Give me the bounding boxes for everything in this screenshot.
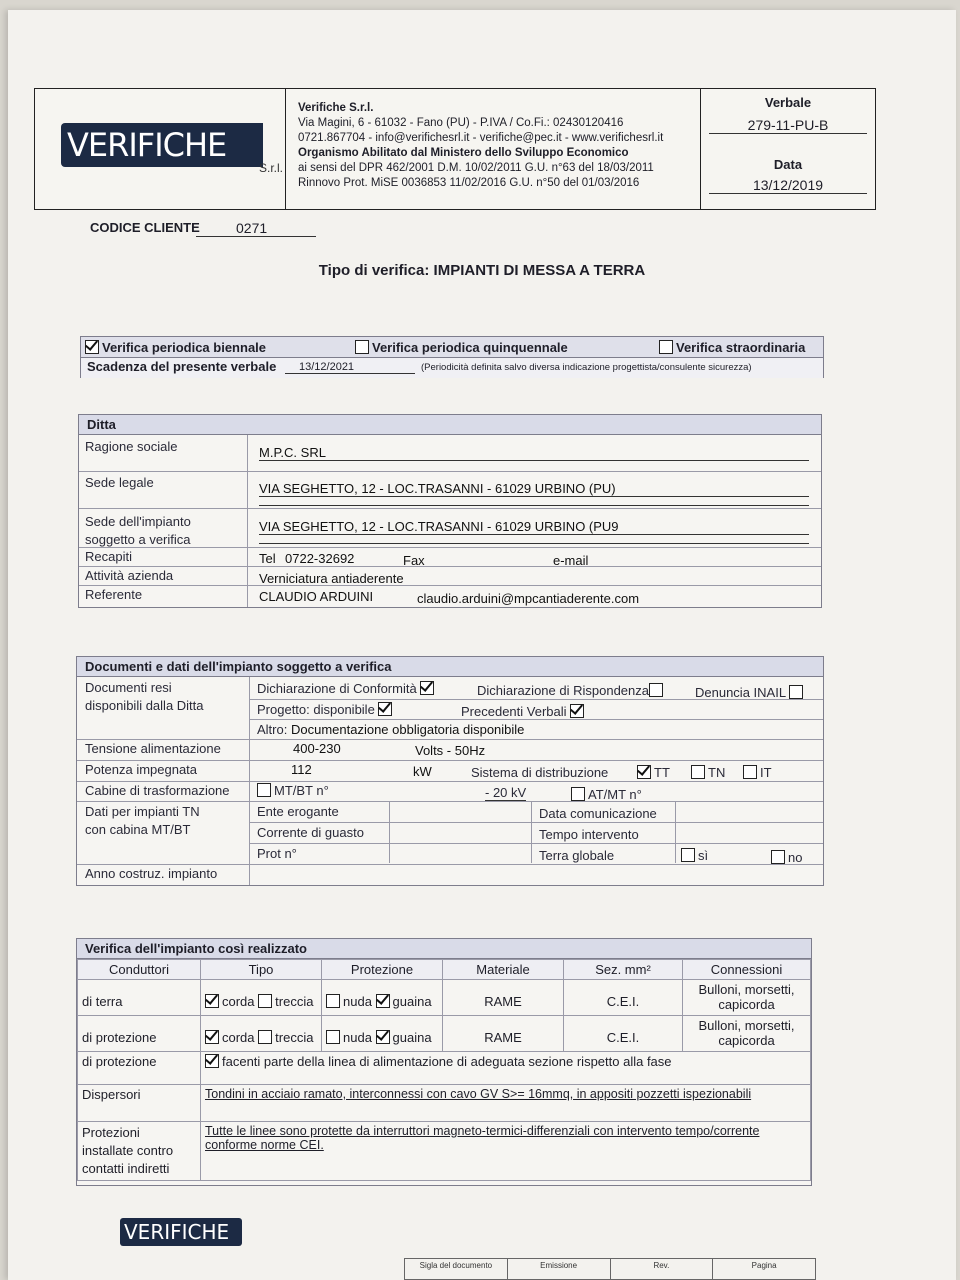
terra-no[interactable]: no [771, 850, 802, 865]
checkbox-checked-icon[interactable] [85, 340, 99, 354]
checkbox-icon[interactable] [691, 765, 705, 779]
protezione-cell: nuda guaina [322, 980, 443, 1016]
sede-value: VIA SEGHETTO, 12 - LOC.TRASANNI - 61029 URBINO (PU) [259, 481, 809, 497]
email-label: e-mail [553, 553, 589, 568]
table-row [78, 1122, 811, 1181]
tel-label: Tel [259, 551, 276, 566]
footer-logo: VERIFICHE [120, 1218, 242, 1246]
table-row [78, 980, 811, 1016]
checkbox-checked-icon[interactable] [570, 704, 584, 718]
verifica-title: Verifica dell'impianto così realizzato [77, 939, 811, 959]
inail-item: Denuncia INAIL [695, 685, 806, 700]
documenti-title: Documenti e dati dell'impianto soggetto a verifica [77, 657, 823, 677]
referente-email: claudio.arduini@mpcantiaderente.com [417, 591, 640, 606]
table-header: Protezione [322, 960, 443, 980]
tipo-verifica-title: Tipo di verifica: IMPIANTI DI MESSA A TERRA [318, 262, 646, 279]
terra-si[interactable]: sì [681, 848, 708, 863]
rinnovo-text: Rinnovo Prot. MiSE 0036853 11/02/2016 G.U. n°50 del 01/03/2016 [298, 177, 640, 189]
table-row [78, 1085, 811, 1122]
footer-col: Pagina [751, 1261, 777, 1270]
ente-label: Ente erogante [257, 804, 339, 819]
potenza-unit: kW [413, 764, 432, 779]
organismo-text: Organismo Abilitato dal Ministero dello Sviluppo Economico [298, 147, 629, 159]
atmt-item[interactable]: AT/MT n° [571, 787, 642, 802]
ditta-title: Ditta [79, 415, 821, 435]
footer-table [404, 1258, 816, 1280]
attivita-value: Verniciatura antiaderente [259, 571, 404, 586]
prot-label: Prot n° [257, 846, 297, 861]
table-header: Tipo [201, 960, 322, 980]
kv-value: - 20 kV [485, 785, 527, 800]
ragione-label: Ragione sociale [85, 439, 178, 454]
rispondenza-item: Dichiarazione di Rispondenza [477, 683, 666, 698]
document-header [34, 88, 876, 210]
conformita-item: Dichiarazione di Conformità [257, 681, 437, 696]
option-straordinaria[interactable]: Verifica straordinaria [659, 340, 805, 355]
data-comunicazione-label: Data comunicazione [539, 806, 657, 821]
sistema-tt[interactable]: TT [637, 765, 670, 780]
codice-cliente-value: 0271 [196, 220, 316, 237]
progetto-item: Progetto: disponibile [257, 702, 395, 717]
checkbox-icon[interactable] [326, 994, 340, 1008]
altro-item: Altro: Documentazione obbligatoria disponibile [257, 722, 525, 737]
verifica-section [76, 938, 812, 1186]
checkbox-icon[interactable] [681, 848, 695, 862]
terra-label: Terra globale [539, 848, 615, 863]
company-logo: VERIFICHE [61, 123, 263, 167]
referente-label: Referente [85, 587, 143, 602]
checkbox-icon[interactable] [258, 1030, 272, 1044]
checkbox-icon[interactable] [571, 787, 585, 801]
corrente-label: Corrente di guasto [257, 825, 364, 840]
protezione-cell: nuda guaina [322, 1016, 443, 1052]
option-quinquennale[interactable]: Verifica periodica quinquennale [355, 340, 568, 355]
checkbox-icon[interactable] [355, 340, 369, 354]
ragione-value: M.P.C. SRL [259, 445, 809, 461]
conduttori-table [77, 959, 811, 1181]
logo-suffix: S.r.l. [259, 161, 284, 175]
materiale-cell: RAME [443, 1016, 564, 1052]
table-header: Materiale [443, 960, 564, 980]
table-header: Connessioni [683, 960, 811, 980]
sistema-it[interactable]: IT [743, 765, 772, 780]
checkbox-icon[interactable] [326, 1030, 340, 1044]
potenza-label: Potenza impegnata [85, 762, 198, 777]
checkbox-icon[interactable] [257, 783, 271, 797]
connessioni-cell: Bulloni, morsetti, capicorda [683, 980, 811, 1016]
table-header-row [78, 960, 811, 980]
referente-name: CLAUDIO ARDUINI [259, 589, 374, 604]
checkbox-checked-icon[interactable] [205, 994, 219, 1008]
tel-value: 0722-32692 [285, 551, 355, 566]
checkbox-checked-icon[interactable] [205, 1030, 219, 1044]
checkbox-checked-icon[interactable] [376, 1030, 390, 1044]
table-header: Conduttori [78, 960, 201, 980]
protezioni-label: Protezioni installate contro contatti indiretti [78, 1122, 201, 1181]
document-page [8, 10, 956, 1280]
checkbox-icon[interactable] [659, 340, 673, 354]
precedenti-item: Precedenti Verbali [461, 704, 587, 719]
data-label: Data [773, 157, 803, 172]
footer-col: Emissione [508, 1259, 611, 1279]
logo-area [35, 89, 286, 209]
checkbox-checked-icon[interactable] [378, 702, 392, 716]
checkbox-icon[interactable] [743, 765, 757, 779]
table-header: Sez. mm² [564, 960, 683, 980]
checkbox-icon[interactable] [258, 994, 272, 1008]
verbale-number: 279-11-PU-B [709, 117, 867, 134]
sistema-tn[interactable]: TN [691, 765, 725, 780]
tipo-cell: corda treccia [201, 980, 322, 1016]
dpr-text: ai sensi del DPR 462/2001 D.M. 10/02/2011 G.U. n°63 del 18/03/2011 [298, 162, 654, 174]
connessioni-cell: Bulloni, morsetti, capicorda [683, 1016, 811, 1052]
documenti-resi-label: Documenti resi disponibili dalla Ditta [85, 680, 204, 713]
recapiti-label: Recapiti [85, 549, 132, 564]
footer-col: Rev. [611, 1259, 714, 1279]
ditta-section [78, 414, 822, 608]
periodicita-note: (Periodicità definita salvo diversa indicazione progettista/consulente sicurezza) [421, 362, 752, 373]
protezioni-text: Tutte le linee sono protette da interruttori magneto-termici-differenziali con intervento tempo/corrente conforme norme CEI. [201, 1122, 811, 1181]
materiale-cell: RAME [443, 980, 564, 1016]
attivita-label: Attività azienda [85, 568, 174, 583]
option-biennale[interactable]: Verifica periodica biennale [85, 340, 266, 355]
protezione-text: facenti parte della linea di alimentazione di adeguata sezione rispetto alla fase [201, 1052, 811, 1085]
impianto-label: Sede dell'impianto soggetto a verifica [85, 514, 191, 547]
company-info [286, 89, 701, 209]
company-name: Verifiche S.r.l. [298, 102, 374, 114]
row-name: di protezione [78, 1016, 201, 1052]
checkbox-icon[interactable] [789, 685, 803, 699]
dispersori-label: Dispersori [78, 1085, 201, 1122]
scadenza-value: 13/12/2021 [285, 361, 415, 374]
sezione-cell: C.E.I. [564, 1016, 683, 1052]
verbale-box [701, 89, 875, 209]
tensione-unit: Volts - 50Hz [415, 743, 486, 758]
cabine-label: Cabine di trasformazione [85, 783, 230, 798]
table-row [78, 1052, 811, 1085]
documenti-section [76, 656, 824, 886]
tipo-cell: corda treccia [201, 1016, 322, 1052]
fax-label: Fax [403, 553, 425, 568]
company-address: Via Magini, 6 - 61032 - Fano (PU) - P.IVA / Co.Fi.: 02430120416 [298, 117, 624, 129]
company-contacts: 0721.867704 - info@verifichesrl.it - verifiche@pec.it - www.verifichesrl.it [298, 132, 664, 144]
checkbox-icon[interactable] [649, 683, 663, 697]
tensione-value: 400-230 [293, 741, 341, 756]
impianto-value: VIA SEGHETTO, 12 - LOC.TRASANNI - 61029 URBINO (PU9 [259, 519, 809, 535]
verbale-date: 13/12/2019 [709, 177, 867, 194]
sede-label: Sede legale [85, 475, 154, 490]
potenza-value: 112 [291, 762, 312, 777]
sistema-label: Sistema di distribuzione [471, 765, 609, 780]
mtbt-item[interactable]: MT/BT n° [257, 783, 329, 798]
checkbox-checked-icon[interactable] [376, 994, 390, 1008]
checkbox-checked-icon[interactable] [637, 765, 651, 779]
anno-label: Anno costruz. impianto [85, 866, 218, 881]
table-row [78, 1016, 811, 1052]
checkbox-icon[interactable] [771, 850, 785, 864]
row-name: di terra [78, 980, 201, 1016]
checkbox-checked-icon[interactable] [205, 1054, 219, 1068]
tempo-label: Tempo intervento [539, 827, 639, 842]
footer-col: Sigla del documento [405, 1259, 508, 1279]
verbale-label: Verbale [764, 95, 812, 110]
scadenza-label: Scadenza del presente verbale [87, 359, 277, 374]
codice-cliente-label: CODICE CLIENTE [90, 220, 200, 235]
periodicita-section [80, 336, 824, 378]
tn-label: Dati per impianti TN con cabina MT/BT [85, 804, 200, 837]
checkbox-checked-icon[interactable] [420, 681, 434, 695]
dispersori-text: Tondini in acciaio ramato, interconnessi con cavo GV S>= 16mmq, in appositi pozzetti ispezionabili [201, 1085, 811, 1122]
tensione-label: Tensione alimentazione [85, 741, 221, 756]
sezione-cell: C.E.I. [564, 980, 683, 1016]
row-name: di protezione [78, 1052, 201, 1085]
